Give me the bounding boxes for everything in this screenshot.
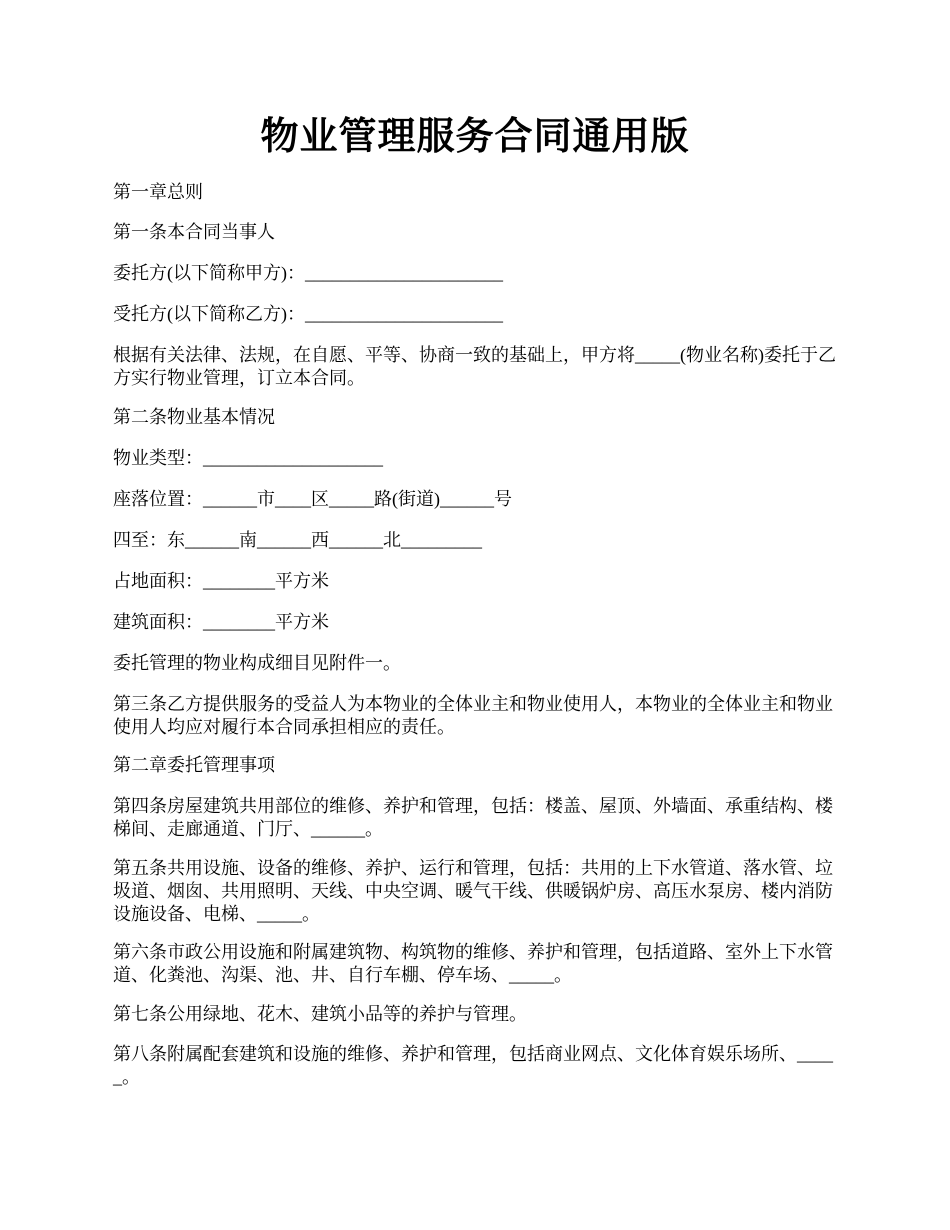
party-a-line: 委托方(以下简称甲方)：______________________ [113, 263, 503, 283]
article-paragraph: 第七条公用绿地、花木、建筑小品等的养护与管理。 [113, 1004, 527, 1024]
annex-reference: 委托管理的物业构成细目见附件一。 [113, 653, 401, 673]
article-paragraph: 第八条附属配套建筑和设施的维修、养护和管理，包括商业网点、文化体育娱乐场所、_____。 [113, 1044, 833, 1087]
article-heading: 第一条本合同当事人 [113, 222, 275, 242]
document-title: 物业管理服务合同通用版 [260, 116, 690, 158]
property-type-line: 物业类型：____________________ [113, 448, 383, 468]
property-location-line: 座落位置：______市____区_____路(街道)______号 [113, 489, 512, 509]
article-paragraph: 第五条共用设施、设备的维修、养护、运行和管理，包括：共用的上下水管道、落水管、垃圾道、烟囱、共用照明、天线、中央空调、暖气干线、供暖锅炉房、高压水泵房、楼内消防设施设备、电梯、_____。 [113, 858, 833, 924]
contract-preamble: 根据有关法律、法规，在自愿、平等、协商一致的基础上，甲方将_____(物业名称)委托于乙方实行物业管理，订立本合同。 [113, 345, 836, 388]
property-boundaries-line: 四至：东______南______西______北_________ [113, 530, 482, 550]
building-area-line: 建筑面积：________平方米 [113, 612, 329, 632]
chapter-heading: 第二章委托管理事项 [113, 755, 275, 775]
chapter-heading: 第一章总则 [113, 182, 203, 202]
article-heading: 第二条物业基本情况 [113, 407, 275, 427]
land-area-line: 占地面积：________平方米 [113, 571, 329, 591]
article-paragraph: 第三条乙方提供服务的受益人为本物业的全体业主和物业使用人，本物业的全体业主和物业使用人均应对履行本合同承担相应的责任。 [113, 694, 833, 737]
article-paragraph: 第四条房屋建筑共用部位的维修、养护和管理，包括：楼盖、屋顶、外墙面、承重结构、楼梯间、走廊通道、门厅、______。 [113, 796, 833, 839]
article-paragraph: 第六条市政公用设施和附属建筑物、构筑物的维修、养护和管理，包括道路、室外上下水管道、化粪池、沟渠、池、井、自行车棚、停车场、_____。 [113, 942, 833, 985]
party-b-line: 受托方(以下简称乙方)：______________________ [113, 304, 503, 324]
